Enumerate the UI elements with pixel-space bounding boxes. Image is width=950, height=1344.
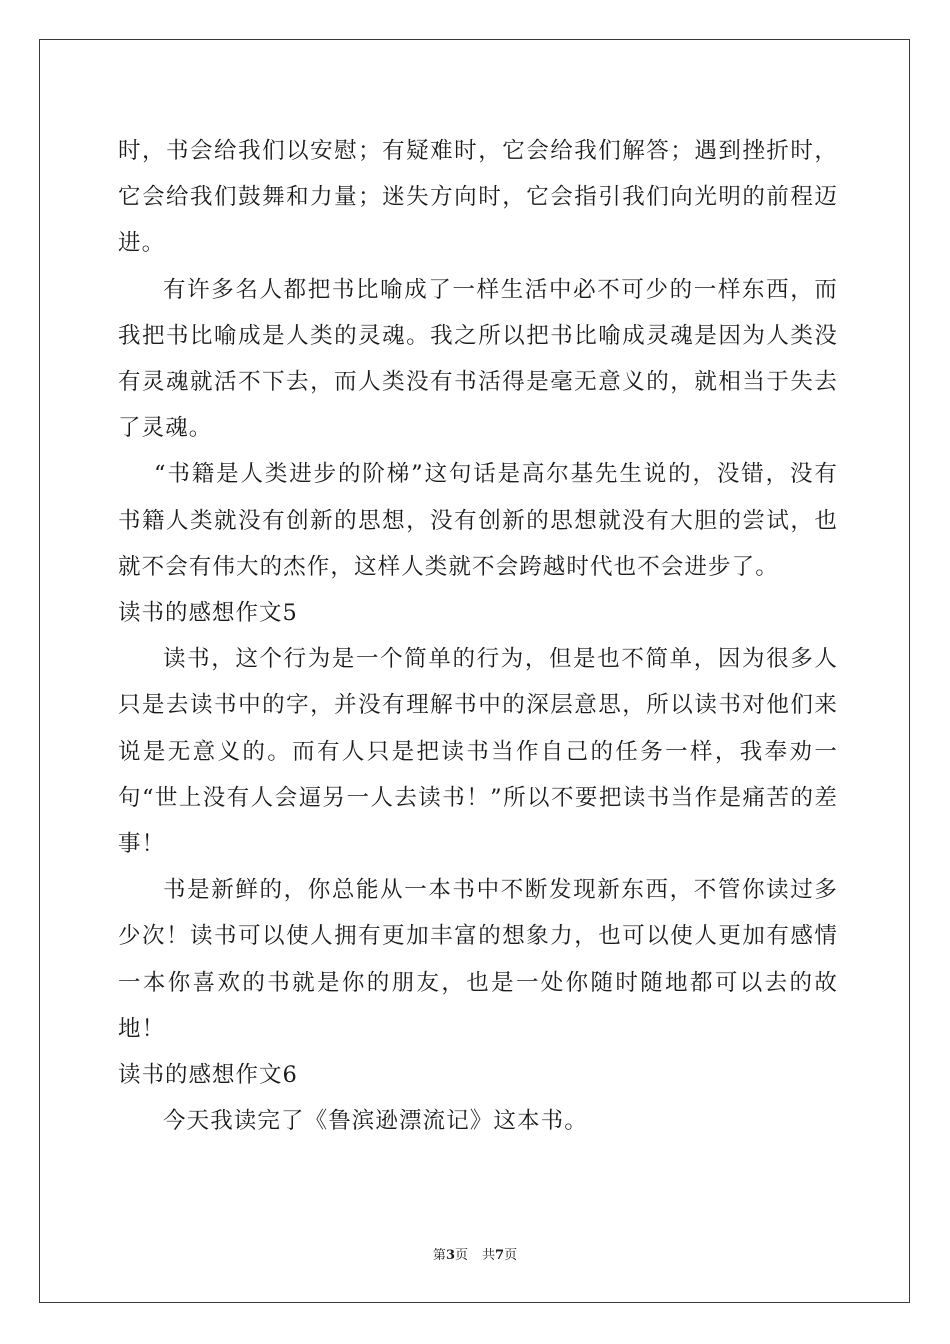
section-heading: 读书的感想作文5 bbox=[118, 600, 298, 627]
section-heading: 读书的感想作文6 bbox=[118, 1062, 298, 1089]
current-page-number: 3 bbox=[445, 1248, 455, 1263]
total-label-suffix: 页 bbox=[504, 1248, 518, 1263]
paragraph: “书籍是人类进步的阶梯”这句话是高尔基先生说的，没错，没有书籍人类就没有创新的思想，没有创新的思想就没有大胆的尝试，也就不会有伟大的杰作，这样人类就不会跨越时代也不会进步了。 bbox=[118, 461, 838, 580]
paragraph: 有许多名人都把书比喻成了一样生活中必不可少的一样东西，而我把书比喻成是人类的灵魂。我之所以把书比喻成灵魂是因为人类没有灵魂就活不下去，而人类没有书活得是毫无意义的，就相当于失去了灵魂。 bbox=[118, 276, 838, 442]
page-label-suffix: 页 bbox=[454, 1248, 468, 1263]
document-body bbox=[118, 128, 838, 1144]
paragraph: 读书，这个行为是一个简单的行为，但是也不简单，因为很多人只是去读书中的字，并没有理解书中的深层意思，所以读书对他们来说是无意义的。而有人只是把读书当作自己的任务一样，我奉劝一句“世上没有人会逼另一人去读书！”所以不要把读书当作是痛苦的差事！ bbox=[118, 646, 838, 858]
page-label-prefix: 第 bbox=[432, 1248, 446, 1263]
total-page-count: 7 bbox=[495, 1248, 505, 1263]
paragraph: 书是新鲜的，你总能从一本书中不断发现新东西，不管你读过多少次！读书可以使人拥有更加丰富的想象力，也可以使人更加有感情一本你喜欢的书就是你的朋友，也是一处你随时随地都可以去的故地！ bbox=[118, 877, 838, 1042]
paragraph-continuation: 时，书会给我们以安慰；有疑难时，它会给我们解答；遇到挫折时，它会给我们鼓舞和力量；迷失方向时，它会指引我们向光明的前程迈进。 bbox=[118, 138, 838, 257]
page-footer bbox=[0, 1246, 950, 1266]
total-label-prefix: 共 bbox=[482, 1248, 496, 1263]
paragraph: 今天我读完了《鲁滨逊漂流记》这本书。 bbox=[163, 1108, 588, 1135]
